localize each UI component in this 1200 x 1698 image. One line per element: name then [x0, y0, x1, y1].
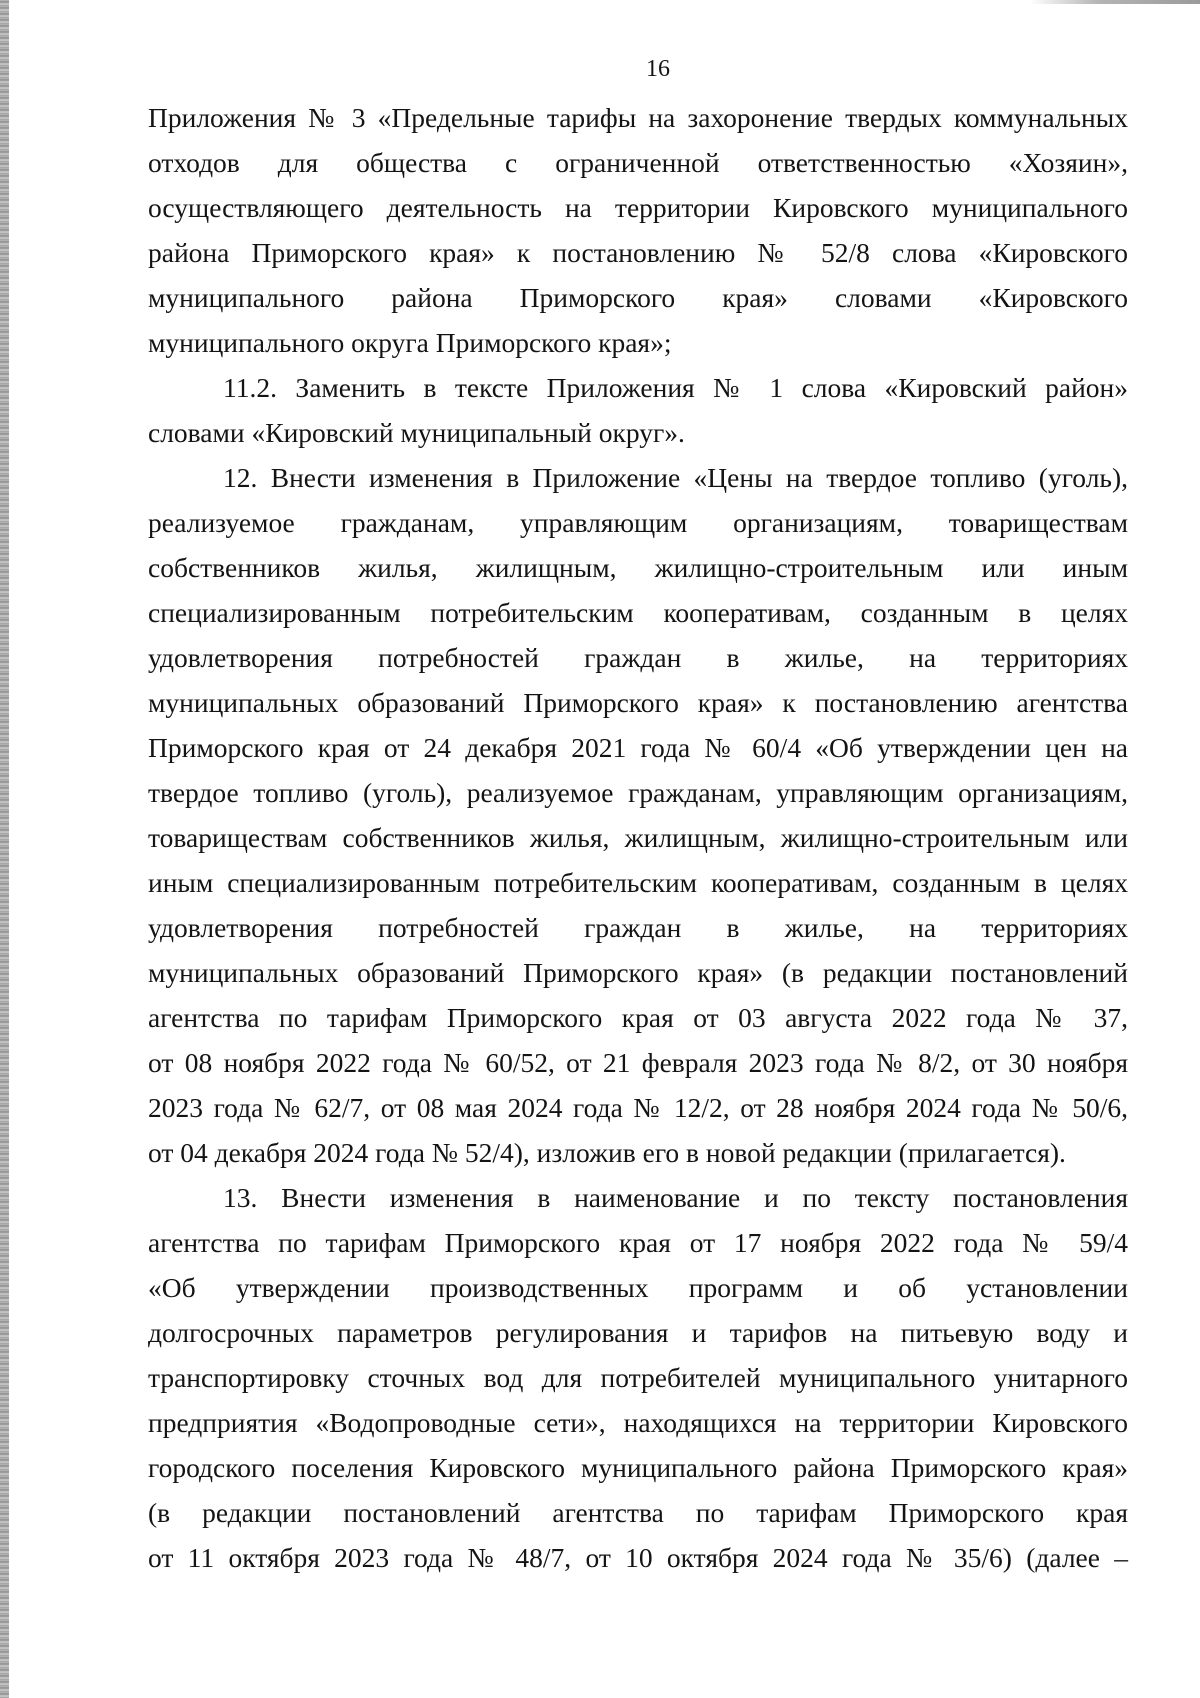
- text-line: иным специализированным потребительским кооперативам, созданным в целях: [148, 867, 1128, 898]
- text-line: 11.2. Заменить в тексте Приложения № 1 слова «Кировский район»: [223, 372, 1128, 403]
- text-line: муниципальных образований Приморского края» к постановлению агентства: [148, 687, 1128, 718]
- scan-edge-shadow: [0, 0, 9, 1698]
- text-line: агентства по тарифам Приморского края от 17 ноября 2022 года № 59/4: [148, 1227, 1128, 1258]
- text-line: удовлетворения потребностей граждан в жилье, на территориях: [148, 912, 1128, 943]
- text-line: собственников жилья, жилищным, жилищно-строительным или иным: [148, 552, 1128, 583]
- text-line: специализированным потребительским кооперативам, созданным в целях: [148, 597, 1128, 628]
- text-line: долгосрочных параметров регулирования и тарифов на питьевую воду и: [148, 1317, 1128, 1348]
- text-line: предприятия «Водопроводные сети», находящихся на территории Кировского: [148, 1407, 1128, 1438]
- text-line: товариществам собственников жилья, жилищным, жилищно-строительным или: [148, 822, 1128, 853]
- page-number: 16: [646, 56, 670, 82]
- scan-top-shadow: [1030, 0, 1200, 4]
- text-line: Приложения № 3 «Предельные тарифы на захоронение твердых коммунальных: [148, 102, 1128, 133]
- text-line: удовлетворения потребностей граждан в жилье, на территориях: [148, 642, 1128, 673]
- text-line: муниципальных образований Приморского края» (в редакции постановлений: [148, 957, 1128, 988]
- text-line: словами «Кировский муниципальный округ».: [148, 417, 685, 448]
- document-page: [148, 52, 1128, 1580]
- text-line: 12. Внести изменения в Приложение «Цены на твердое топливо (уголь),: [223, 462, 1128, 493]
- text-line: транспортировку сточных вод для потребителей муниципального унитарного: [148, 1362, 1128, 1393]
- text-line: муниципального округа Приморского края»;: [148, 327, 672, 358]
- text-line: твердое топливо (уголь), реализуемое гражданам, управляющим организациям,: [148, 777, 1128, 808]
- document-body: [148, 95, 1128, 1580]
- text-line: 2023 года № 62/7, от 08 мая 2024 года № 12/2, от 28 ноября 2024 года № 50/6,: [148, 1092, 1128, 1123]
- text-line: от 04 декабря 2024 года № 52/4), изложив его в новой редакции (прилагается).: [148, 1137, 1066, 1168]
- text-line: «Об утверждении производственных программ и об установлении: [148, 1272, 1128, 1303]
- text-line: района Приморского края» к постановлению № 52/8 слова «Кировского: [148, 237, 1128, 268]
- text-line: осуществляющего деятельность на территории Кировского муниципального: [148, 192, 1128, 223]
- text-line: городского поселения Кировского муниципального района Приморского края»: [148, 1452, 1128, 1483]
- text-line: отходов для общества с ограниченной ответственностью «Хозяин»,: [148, 147, 1128, 178]
- text-line: Приморского края от 24 декабря 2021 года № 60/4 «Об утверждении цен на: [148, 732, 1128, 763]
- text-line: 13. Внести изменения в наименование и по тексту постановления: [223, 1182, 1128, 1213]
- text-line: муниципального района Приморского края» словами «Кировского: [148, 282, 1128, 313]
- text-line: реализуемое гражданам, управляющим организациям, товариществам: [148, 507, 1128, 538]
- text-line: от 11 октября 2023 года № 48/7, от 10 октября 2024 года № 35/6) (далее –: [148, 1542, 1128, 1573]
- text-line: от 08 ноября 2022 года № 60/52, от 21 февраля 2023 года № 8/2, от 30 ноября: [148, 1047, 1128, 1078]
- text-line: (в редакции постановлений агентства по тарифам Приморского края: [148, 1497, 1128, 1528]
- text-line: агентства по тарифам Приморского края от 03 августа 2022 года № 37,: [148, 1002, 1128, 1033]
